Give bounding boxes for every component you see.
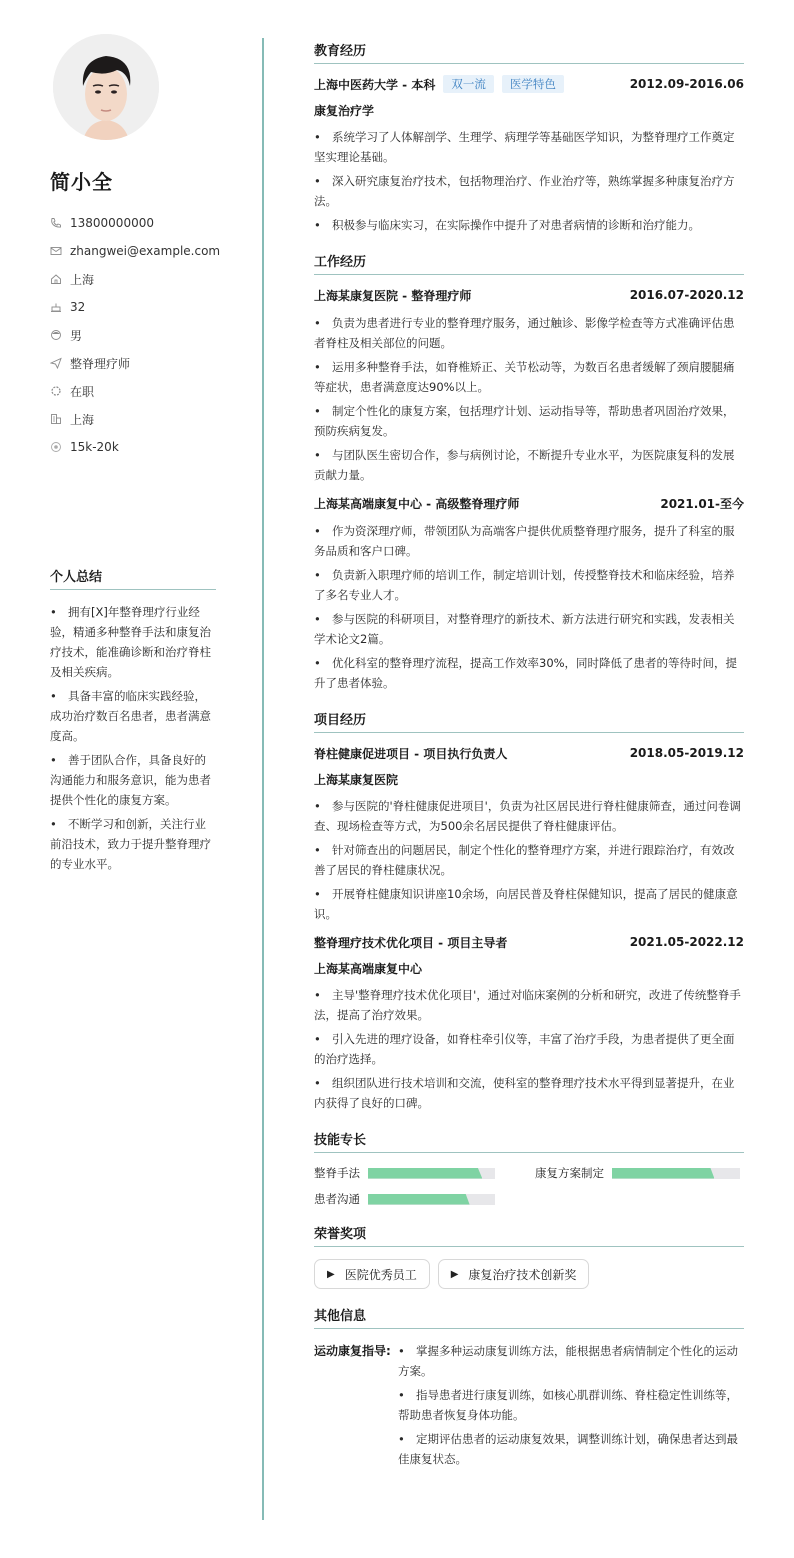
info-city: [50, 405, 216, 433]
summary-item: •不断学习和创新，关注行业前沿技术，致力于提升整脊理疗的专业水平。: [50, 814, 216, 874]
bullet-icon: [398, 1429, 416, 1449]
summary-item: •具备丰富的临床实践经验，成功治疗数百名患者，患者满意度高。: [50, 686, 216, 746]
skill-label: 康复方案制定: [535, 1166, 604, 1180]
list-item: •引入先进的理疗设备，如脊柱牵引仪等，丰富了治疗手段，为患者提供了更全面的治疗选择。: [314, 1029, 744, 1069]
projects-title: 项目经历: [314, 709, 744, 733]
list-item: •优化科室的整脊理疗流程，提高工作效率30%，同时降低了患者的等待时间，提升了患者体验。: [314, 653, 744, 693]
awards-list: [314, 1259, 744, 1289]
building-icon: [50, 413, 62, 425]
bullet-icon: [314, 521, 332, 541]
bullet-icon: [314, 401, 332, 421]
award-label: 康复治疗技术创新奖: [468, 1267, 577, 1282]
other-info-row: [314, 1341, 744, 1473]
list-item: •积极参与临床实习，在实际操作中提升了对患者病情的诊断和治疗能力。: [314, 215, 744, 235]
salary-icon: [50, 441, 62, 453]
home-icon: [50, 273, 62, 285]
list-item: •系统学习了人体解剖学、生理学、病理学等基础医学知识，为整脊理疗工作奠定坚实理论基础。: [314, 127, 744, 167]
bullet-icon: [50, 602, 68, 622]
info-salary: [50, 433, 216, 461]
hometown-value: 上海: [70, 272, 95, 287]
skill-bar-fill: [612, 1168, 714, 1179]
job-heading: 上海某高端康复中心 - 高级整脊理疗师: [314, 496, 520, 511]
list-item: •参与医院的'脊柱健康促进项目'，负责为社区居民进行脊柱健康筛查，通过问卷调查、现场检查等方式，为500余名居民提供了脊柱健康评估。: [314, 796, 744, 836]
skill-bar: [368, 1168, 495, 1179]
tag-badge: 医学特色: [502, 75, 564, 93]
education-section: [314, 40, 744, 235]
project-entry: [314, 934, 744, 1113]
bullet-icon: [314, 127, 332, 147]
list-item: •开展脊柱健康知识讲座10余场，向居民普及脊柱保健知识，提高了居民的健康意识。: [314, 884, 744, 924]
skill-bar: [612, 1168, 740, 1179]
projects-section: [314, 709, 744, 1113]
list-item: •主导'整脊理疗技术优化项目'，通过对临床案例的分析和研究，改进了传统整脊手法，提高了治疗效果。: [314, 985, 744, 1025]
other-title: 其他信息: [314, 1305, 744, 1329]
avatar: [53, 34, 159, 140]
play-triangle-icon: ▶: [327, 1268, 335, 1280]
city-value: 上海: [70, 412, 95, 427]
list-item: •负责新入职理疗师的培训工作，制定培训计划，传授整脊技术和临床经验，培养了多名专业人才。: [314, 565, 744, 605]
school-name: 上海中医药大学 - 本科: [314, 77, 436, 92]
info-status: [50, 377, 216, 405]
skill-label: 患者沟通: [314, 1192, 360, 1206]
project-date: 2021.05-2022.12: [629, 935, 744, 949]
status-icon: [50, 385, 62, 397]
skill-item: [314, 1165, 535, 1181]
gender-value: 男: [70, 328, 83, 343]
tag-badge: 双一流: [443, 75, 494, 93]
project-entry: [314, 745, 744, 924]
skills-grid: [314, 1165, 744, 1207]
bullet-icon: [314, 565, 332, 585]
list-item: •负责为患者进行专业的整脊理疗服务，通过触诊、影像学检查等方式准确评估患者脊柱及相关部位的问题。: [314, 313, 744, 353]
work-title: 工作经历: [314, 251, 744, 275]
job-heading: 上海某康复医院 - 整脊理疗师: [314, 288, 472, 303]
list-item: •作为资深理疗师，带领团队为高端客户提供优质整脊理疗服务，提升了科室的服务品质和客户口碑。: [314, 521, 744, 561]
skill-label: 整脊手法: [314, 1166, 360, 1180]
vertical-divider: [262, 38, 264, 1520]
list-item: •指导患者进行康复训练，如核心肌群训练、脊柱稳定性训练等，帮助患者恢复身体功能。: [398, 1385, 744, 1425]
bullet-icon: [314, 1029, 332, 1049]
other-info-section: [314, 1305, 744, 1473]
bullet-icon: [314, 884, 332, 904]
bullet-icon: [314, 609, 332, 629]
project-org: 上海某高端康复中心: [314, 962, 423, 976]
contact-info-list: [50, 209, 221, 461]
mail-icon: [50, 245, 62, 257]
avatar-photo-icon: [53, 34, 159, 140]
other-label: 运动康复指导:: [314, 1344, 391, 1358]
project-org: 上海某康复医院: [314, 773, 399, 787]
bullet-icon: [314, 796, 332, 816]
major: 康复治疗学: [314, 104, 375, 118]
sidebar: [50, 34, 221, 461]
list-item: •深入研究康复治疗技术，包括物理治疗、作业治疗等，熟练掌握多种康复治疗方法。: [314, 171, 744, 211]
summary-title: 个人总结: [50, 566, 216, 590]
info-email: [50, 237, 221, 265]
bullet-icon: [314, 985, 332, 1005]
bullet-icon: [314, 215, 332, 235]
info-hometown: [50, 265, 216, 293]
list-item: •参与医院的科研项目，对整脊理疗的新技术、新方法进行研究和实践，发表相关学术论文2篇。: [314, 609, 744, 649]
award-label: 医院优秀员工: [344, 1267, 417, 1282]
skills-section: [314, 1129, 744, 1207]
awards-section: [314, 1223, 744, 1289]
work-section: [314, 251, 744, 693]
award-item[interactable]: [438, 1259, 590, 1289]
bullet-icon: [398, 1341, 416, 1361]
bullet-icon: [314, 653, 332, 673]
list-item: •组织团队进行技术培训和交流，使科室的整脊理疗技术水平得到显著提升，在业内获得了良好的口碑。: [314, 1073, 744, 1113]
phone-value: 13800000000: [70, 216, 154, 230]
status-value: 在职: [70, 384, 95, 399]
main-content: [314, 40, 744, 1489]
project-heading: 脊柱健康促进项目 - 项目执行负责人: [314, 746, 508, 761]
skill-item: [314, 1191, 535, 1207]
education-date: 2012.09-2016.06: [629, 77, 744, 91]
skills-title: 技能专长: [314, 1129, 744, 1153]
gender-icon: [50, 329, 62, 341]
skill-bar: [368, 1194, 495, 1205]
summary-item: •善于团队合作，具备良好的沟通能力和服务意识，能为患者提供个性化的康复方案。: [50, 750, 216, 810]
phone-icon: [50, 217, 62, 229]
list-item: •运用多种整脊手法，如脊椎矫正、关节松动等，为数百名患者缓解了颈肩腰腿痛等症状，患者满意度达90%以上。: [314, 357, 744, 397]
salary-value: 15k-20k: [70, 440, 119, 454]
list-item: • 掌握多种运动康复训练方法，能根据患者病情制定个性化的运动方案。: [398, 1341, 744, 1381]
age-value: 32: [70, 300, 86, 314]
job-date: 2021.01-至今: [660, 496, 744, 511]
list-item: •定期评估患者的运动康复效果，调整训练计划，确保患者达到最佳康复状态。: [398, 1429, 744, 1469]
skill-bar-fill: [368, 1194, 470, 1205]
position-value: 整脊理疗师: [70, 356, 131, 371]
bullet-icon: [314, 357, 332, 377]
work-entry: [314, 495, 744, 693]
bullet-icon: [314, 445, 332, 465]
list-item: •与团队医生密切合作，参与病例讨论，不断提升专业水平，为医院康复科的发展贡献力量。: [314, 445, 744, 485]
email-value: zhangwei@example.com: [70, 244, 221, 258]
award-item[interactable]: [314, 1259, 430, 1289]
bullet-icon: [398, 1385, 416, 1405]
info-phone: [50, 209, 216, 237]
bullet-icon: [314, 171, 332, 191]
info-position: [50, 349, 216, 377]
awards-title: 荣誉奖项: [314, 1223, 744, 1247]
cake-icon: [50, 301, 62, 313]
bullet-icon: [314, 313, 332, 333]
skill-item: [535, 1165, 744, 1181]
bullet-icon: [314, 1073, 332, 1093]
info-gender: [50, 321, 216, 349]
info-age: [50, 293, 216, 321]
bullet-icon: [50, 686, 68, 706]
send-icon: [50, 357, 62, 369]
list-item: •制定个性化的康复方案，包括理疗计划、运动指导等，帮助患者巩固治疗效果，预防疾病复发。: [314, 401, 744, 441]
play-triangle-icon: ▶: [450, 1268, 459, 1280]
candidate-name: 简小全: [50, 170, 113, 194]
summary-item: •拥有[X]年整脊理疗行业经验，精通多种整脊手法和康复治疗技术，能准确诊断和治疗脊柱及相关疾病。: [50, 602, 216, 682]
work-entry: [314, 287, 744, 485]
project-heading: 整脊理疗技术优化项目 - 项目主导者: [314, 935, 508, 950]
bullet-icon: [50, 814, 68, 834]
personal-summary-section: [50, 566, 216, 878]
skill-bar-fill: [368, 1168, 482, 1179]
job-date: 2016.07-2020.12: [629, 288, 744, 302]
education-entry: [314, 76, 744, 235]
bullet-icon: [50, 750, 68, 770]
education-title: 教育经历: [314, 40, 744, 64]
bullet-icon: [314, 840, 332, 860]
list-item: •针对筛查出的问题居民，制定个性化的整脊理疗方案，并进行跟踪治疗，有效改善了居民的脊柱健康状况。: [314, 840, 744, 880]
project-date: 2018.05-2019.12: [629, 746, 744, 760]
